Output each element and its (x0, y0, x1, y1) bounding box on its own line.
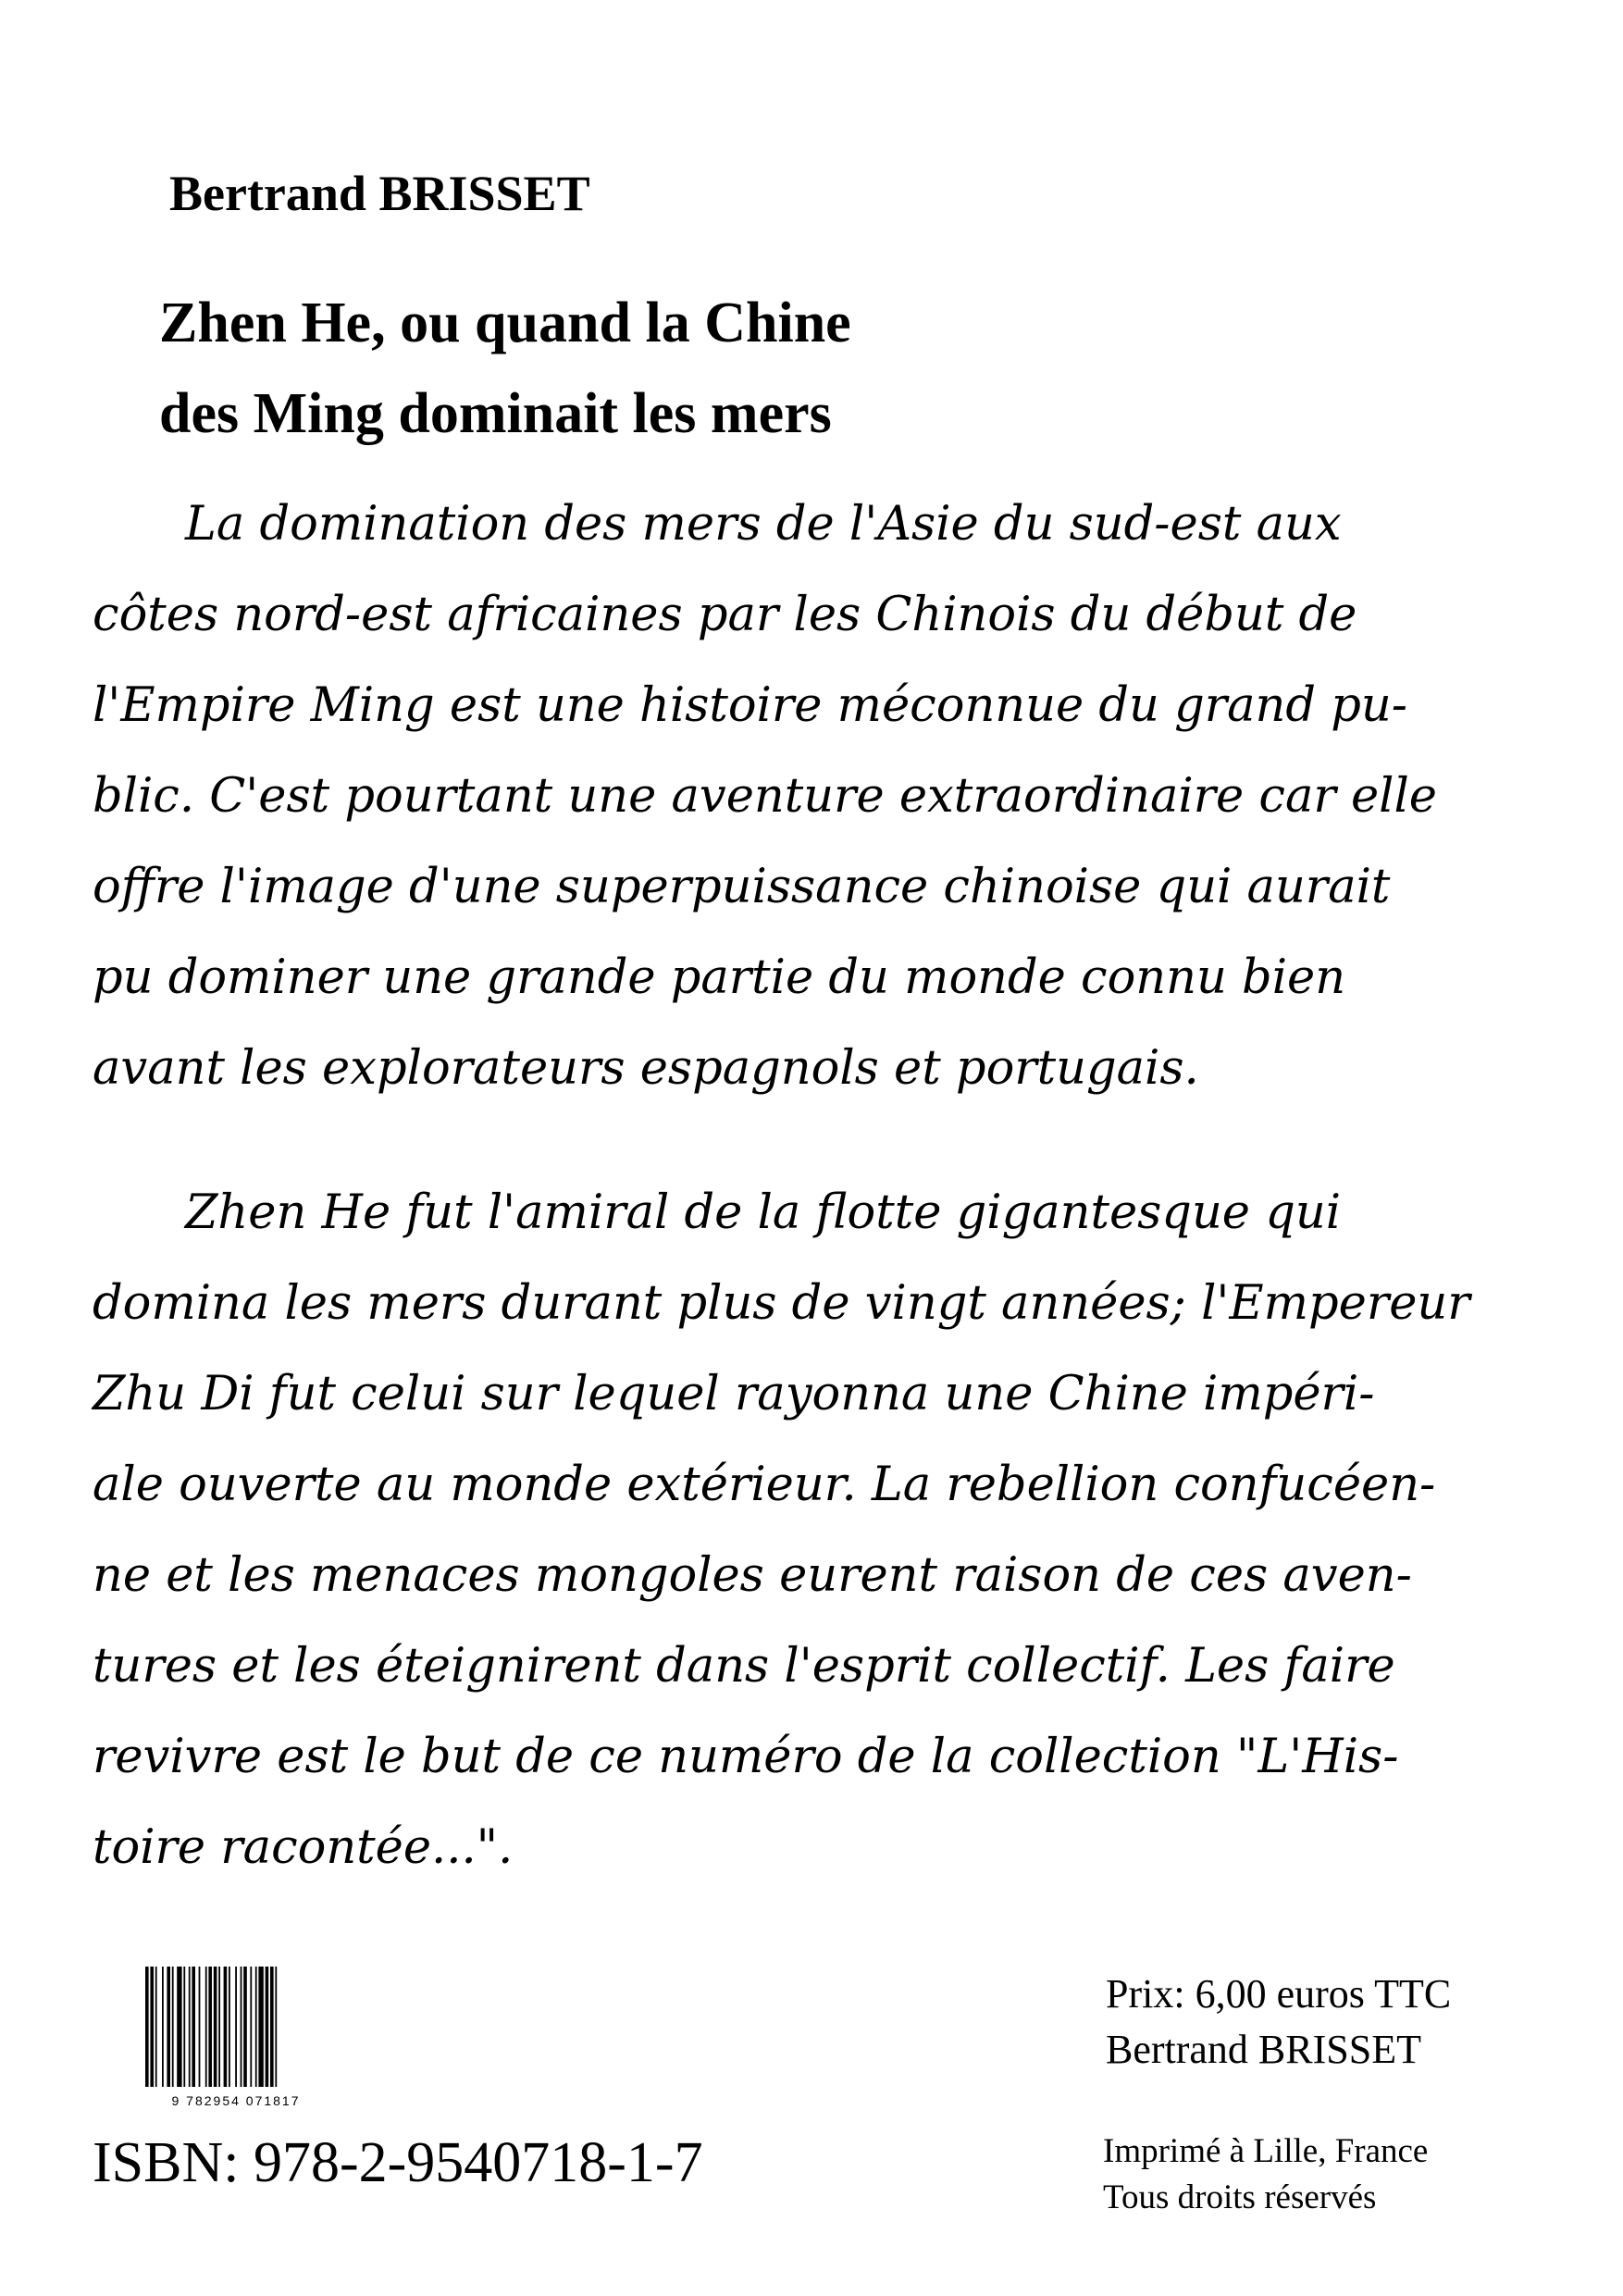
price: Prix: 6,00 euros TTC (1106, 1971, 1452, 2017)
text-line: La domination des mers de l'Asie du sud-est aux (185, 497, 1342, 552)
rights-notice: Tous droits réservés (1103, 2178, 1377, 2216)
text-line: domina les mers durant plus de vingt années; l'Empereur (93, 1276, 1470, 1331)
text-line: pu dominer une grande partie du monde connu bien (93, 950, 1346, 1005)
barcode-digits: 9 782954 071817 (171, 2093, 301, 2108)
title-line: des Ming dominait les mers (159, 382, 832, 445)
text-line: toire racontée...". (93, 1820, 514, 1875)
barcode-icon (143, 1967, 328, 2087)
text-line: Zhu Di fut celui sur lequel rayonna une Chine impéri- (93, 1367, 1375, 1421)
blurb-paragraph-2 (93, 1168, 1536, 1893)
printed-location: Imprimé à Lille, France (1103, 2132, 1429, 2170)
book-title (159, 278, 851, 459)
text-line: avant les explorateurs espagnols et portugais. (93, 1041, 1199, 1096)
text-line: l'Empire Ming est une histoire méconnue du grand pu- (93, 678, 1407, 733)
blurb-paragraph-1 (93, 479, 1536, 1114)
text-line: Zhen He fut l'amiral de la flotte gigantesque qui (185, 1185, 1342, 1240)
text-line: côtes nord-est africaines par les Chinois du début de (93, 588, 1357, 642)
title-line: Zhen He, ou quand la Chine (159, 292, 851, 354)
text-line: ale ouverte au monde extérieur. La rebellion confucéen- (93, 1458, 1436, 1512)
isbn: ISBN: 978-2-9540718-1-7 (93, 2131, 703, 2194)
text-line: tures et les éteignirent dans l'esprit collectif. Les faire (93, 1639, 1395, 1694)
text-line: ne et les menaces mongoles eurent raison de ces aven- (93, 1548, 1412, 1603)
author-name: Bertrand BRISSET (169, 166, 590, 221)
text-line: revivre est le but de ce numéro de la collection "L'His- (93, 1730, 1399, 1784)
publisher: Bertrand BRISSET (1106, 2027, 1421, 2072)
text-line: blic. C'est pourtant une aventure extraordinaire car elle (93, 769, 1437, 824)
text-line: offre l'image d'une superpuissance chinoise qui aurait (93, 860, 1391, 914)
